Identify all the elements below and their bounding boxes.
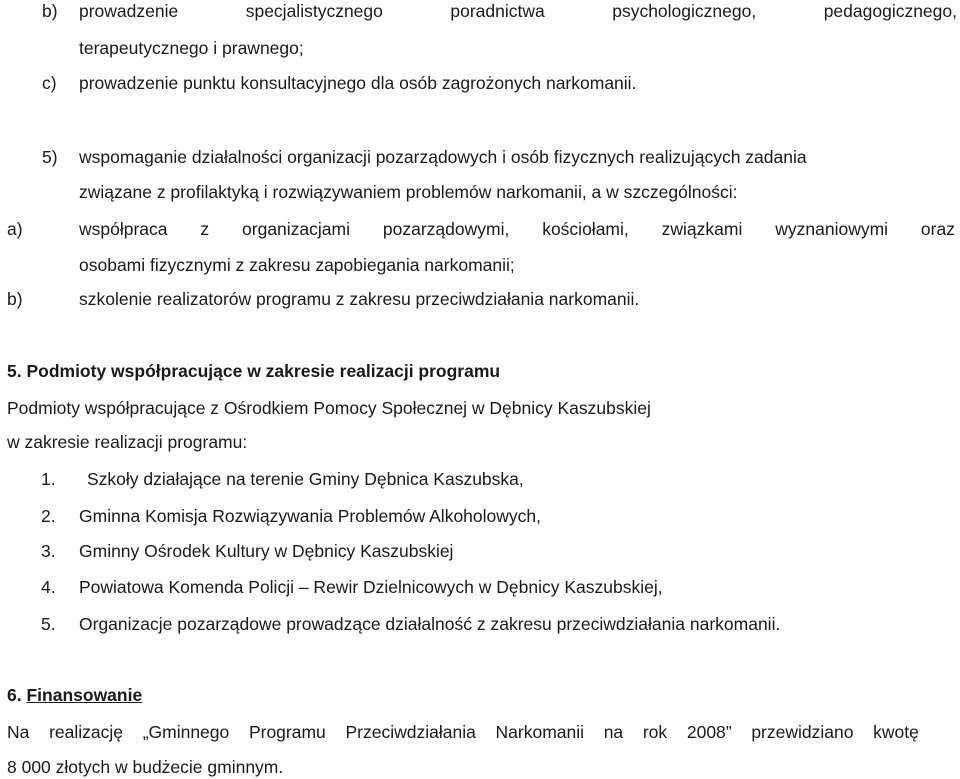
section6-line1: [7, 721, 919, 743]
word: Narkomanii: [495, 722, 585, 742]
word: oraz: [920, 219, 955, 239]
word: współpraca: [79, 219, 168, 239]
word: psychologicznego,: [612, 1, 757, 21]
section5-intro-line1: Podmioty współpracujące z Ośrodkiem Pomocy Społecznej w Dębnicy Kaszubskiej: [7, 398, 651, 418]
word: realizację: [49, 722, 123, 742]
word: poradnictwa: [450, 1, 545, 21]
list-number: 1.: [41, 469, 56, 489]
list-number: 2.: [41, 506, 56, 526]
word: kościołami,: [542, 219, 629, 239]
word: prowadzenie: [79, 1, 179, 21]
item5-b-text: szkolenie realizatorów programu z zakresu przeciwdziałania narkomanii.: [79, 289, 640, 309]
word: wyznaniowymi: [775, 219, 889, 239]
list-marker-5: 5): [42, 147, 58, 167]
word: pozarządowymi,: [382, 219, 510, 239]
section5-heading: 5. Podmioty współpracujące w zakresie realizacji programu: [7, 361, 501, 381]
intro-item-b-line2: terapeutycznego i prawnego;: [79, 38, 304, 58]
list-number: 3.: [41, 541, 56, 561]
section6-line2: 8 000 złotych w budżecie gminnym.: [7, 757, 284, 777]
word: organizacjami: [242, 219, 350, 239]
list-marker-a: a): [7, 219, 23, 239]
list-item: Powiatowa Komenda Policji – Rewir Dzielnicowych w Dębnicy Kaszubskiej,: [79, 577, 663, 597]
item5-a-line2: osobami fizycznymi z zakresu zapobiegania narkomanii;: [79, 255, 515, 275]
item5-line2: związane z profilaktyką i rozwiązywaniem problemów narkomanii, a w szczególności:: [79, 182, 738, 202]
word: „Gminnego: [142, 722, 230, 742]
word: Na: [7, 722, 30, 742]
section6-heading-number: 6.: [7, 685, 22, 705]
list-marker-c: c): [42, 73, 57, 93]
list-number: 4.: [41, 577, 56, 597]
word: kwotę: [873, 722, 919, 742]
list-item: Szkoły działające na terenie Gminy Dębnica Kaszubska,: [87, 469, 524, 489]
list-item: Gminny Ośrodek Kultury w Dębnicy Kaszubskiej: [79, 541, 454, 561]
word: rok: [642, 722, 668, 742]
list-item: Gminna Komisja Rozwiązywania Problemów Alkoholowych,: [79, 506, 541, 526]
word: specjalistycznego: [245, 1, 383, 21]
word: z: [200, 219, 210, 239]
item5-a-line1: [79, 218, 955, 240]
section6-heading-title: Finansowanie: [26, 685, 143, 705]
list-marker-b: b): [42, 1, 58, 21]
list-marker-b2: b): [7, 289, 23, 309]
word: związkami: [661, 219, 743, 239]
list-number: 5.: [41, 614, 56, 634]
intro-item-c-text: prowadzenie punktu konsultacyjnego dla osób zagrożonych narkomanii.: [79, 73, 637, 93]
item5-line1: wspomaganie działalności organizacji pozarządowych i osób fizycznych realizujących zadania: [79, 147, 807, 167]
section6-heading: [7, 684, 142, 706]
intro-item-b-line1: [79, 0, 957, 22]
word: 2008”: [686, 722, 732, 742]
word: na: [603, 722, 624, 742]
list-item: Organizacje pozarządowe prowadzące działalność z zakresu przeciwdziałania narkomanii.: [79, 614, 781, 634]
section5-intro-line2: w zakresie realizacji programu:: [7, 432, 248, 452]
word: pedagogicznego,: [823, 1, 957, 21]
word: przewidziano: [751, 722, 854, 742]
word: Przeciwdziałania: [345, 722, 476, 742]
word: Programu: [248, 722, 326, 742]
